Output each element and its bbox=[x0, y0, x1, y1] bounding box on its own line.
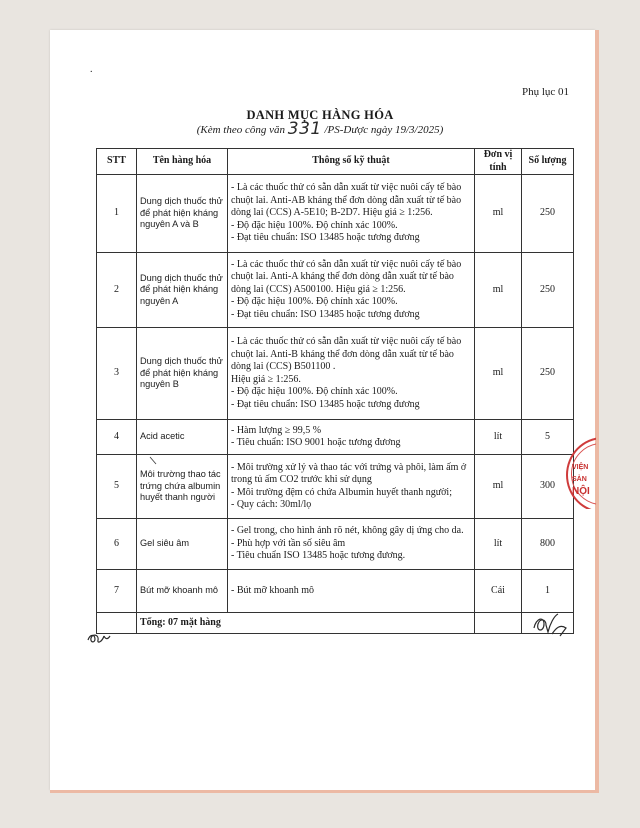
spec-line: - Hàm lượng ≥ 99,5 % bbox=[231, 424, 322, 436]
table-row bbox=[97, 455, 574, 519]
row-stt: 2 bbox=[97, 253, 137, 328]
spec-line: - Độ đặc hiệu 100%. Độ chính xác 100%. bbox=[231, 219, 398, 231]
stamp-text: NỘI bbox=[572, 486, 590, 497]
row-name: Dung dịch thuốc thử để phát hiện kháng nguyên B bbox=[137, 328, 228, 420]
appendix-label: Phụ lục 01 bbox=[522, 86, 570, 98]
row-qty: 1 bbox=[522, 570, 574, 613]
row-unit: ml bbox=[475, 328, 522, 420]
initials-signature-right bbox=[530, 610, 570, 638]
spec-line: - Bút mỡ khoanh mô bbox=[231, 584, 315, 596]
row-name: Dung dịch thuốc thử để phát hiện kháng nguyên A và B bbox=[137, 175, 228, 253]
row-qty: 800 bbox=[522, 519, 574, 570]
row-spec bbox=[228, 519, 475, 570]
row-qty: 250 bbox=[522, 328, 574, 420]
spec-line: - Tiêu chuẩn: ISO 9001 hoặc tương đương bbox=[231, 437, 401, 448]
row-qty: 300 bbox=[522, 455, 574, 519]
row-unit: ml bbox=[475, 455, 522, 519]
handwritten-doc-number: 331 bbox=[287, 119, 322, 139]
row-stt: 5 bbox=[97, 455, 137, 519]
row-qty: 250 bbox=[522, 175, 574, 253]
row-unit: ml bbox=[475, 253, 522, 328]
subtitle-prefix: (Kèm theo công văn bbox=[196, 124, 288, 136]
table-header-row bbox=[97, 149, 574, 175]
page-edge-bottom bbox=[50, 790, 599, 793]
row-stt: 6 bbox=[97, 519, 137, 570]
row-stt: 3 bbox=[97, 328, 137, 420]
row-spec bbox=[228, 420, 475, 455]
spec-line: - Là các thuốc thử có sẵn dẫn xuất từ việc nuôi cấy tế bào chuột lai. Anti-A kháng thể đơn dòng dẫn xuất từ tế bào dòng lai (CCS) A500100. Hiệu giá ≥ 1:256. bbox=[231, 258, 462, 295]
row-spec bbox=[228, 175, 475, 253]
row-name: Gel siêu âm bbox=[137, 519, 228, 570]
document-title: DANH MỤC HÀNG HÓA bbox=[246, 108, 394, 122]
table-row bbox=[97, 570, 574, 613]
row-spec bbox=[228, 328, 475, 420]
row-unit: lít bbox=[475, 519, 522, 570]
stamp-text: VIỆN bbox=[572, 464, 589, 471]
row-stt: 4 bbox=[97, 420, 137, 455]
header-name: Tên hàng hóa bbox=[137, 149, 228, 175]
total-row bbox=[97, 613, 574, 634]
spec-line: - Đạt tiêu chuẩn: ISO 13485 hoặc tương đương bbox=[231, 232, 420, 244]
row-stt: 1 bbox=[97, 175, 137, 253]
page-edge-right bbox=[595, 30, 599, 790]
table-row bbox=[97, 253, 574, 328]
speck: . bbox=[90, 64, 93, 75]
spec-line: - Môi trường đệm có chứa Albumin huyết thanh người; bbox=[231, 486, 452, 498]
spec-line: - Là các thuốc thử có sẵn dẫn xuất từ việc nuôi cấy tế bào chuột lai. Anti-B kháng thể đơn dòng dẫn xuất từ tế bào dòng lai (CCS) B501100 . bbox=[231, 336, 462, 372]
total-unit-cell bbox=[475, 613, 522, 634]
table-row bbox=[97, 328, 574, 420]
row-spec bbox=[228, 253, 475, 328]
spec-line: - Gel trong, cho hình ảnh rõ nét, không gây dị ứng cho da. bbox=[231, 525, 464, 537]
row-name: Acid acetic bbox=[137, 420, 228, 455]
stamp-text: SẢN bbox=[572, 476, 587, 483]
spec-line: - Tiêu chuẩn ISO 13485 hoặc tương đương. bbox=[231, 550, 406, 562]
total-label: Tổng: 07 mặt hàng bbox=[137, 613, 475, 634]
header-spec: Thông số kỹ thuật bbox=[228, 149, 475, 175]
row-spec bbox=[228, 455, 475, 519]
header-unit: Đơn vị tính bbox=[475, 149, 522, 175]
row-qty: 5 bbox=[522, 420, 574, 455]
header-stt: STT bbox=[97, 149, 137, 175]
initials-signature-left bbox=[86, 630, 112, 646]
row-unit: lít bbox=[475, 420, 522, 455]
table-row bbox=[97, 519, 574, 570]
pen-mark bbox=[148, 456, 160, 466]
row-unit: ml bbox=[475, 175, 522, 253]
table-row bbox=[97, 175, 574, 253]
table-row bbox=[97, 420, 574, 455]
document-subtitle bbox=[0, 118, 640, 138]
row-name: Dung dịch thuốc thử để phát hiện kháng nguyên A bbox=[137, 253, 228, 328]
red-seal-stamp bbox=[566, 437, 596, 509]
spec-line: - Đạt tiêu chuẩn: ISO 13485 hoặc tương đương bbox=[231, 398, 420, 410]
row-stt: 7 bbox=[97, 570, 137, 613]
spec-line: - Quy cách: 30ml/lọ bbox=[231, 499, 312, 510]
row-name: Môi trường thao tác trứng chứa albumin huyết thanh người bbox=[137, 455, 228, 519]
spec-line: - Phù hợp với tần số siêu âm bbox=[231, 537, 346, 549]
row-spec bbox=[228, 570, 475, 613]
spec-line: Hiệu giá ≥ 1:256. bbox=[231, 373, 301, 385]
row-qty: 250 bbox=[522, 253, 574, 328]
header-qty: Số lượng bbox=[522, 149, 574, 175]
spec-line: - Đạt tiêu chuẩn: ISO 13485 hoặc tương đương bbox=[231, 308, 420, 320]
goods-table bbox=[96, 148, 574, 634]
spec-line: - Độ đặc hiệu 100%. Độ chính xác 100%. bbox=[231, 296, 398, 308]
spec-line: - Là các thuốc thử có sẵn dẫn xuất từ việc nuôi cấy tế bào chuột lai. Anti-AB kháng thể đơn dòng dẫn xuất từ tế bào dòng lai (CCS) A-5E10; B-2D7. Hiệu giá ≥ 1:256. bbox=[231, 182, 462, 219]
row-unit: Cái bbox=[475, 570, 522, 613]
spec-line: - Độ đặc hiệu 100%. Độ chính xác 100%. bbox=[231, 386, 398, 397]
row-name: Bút mỡ khoanh mô bbox=[137, 570, 228, 613]
spec-line: - Môi trường xử lý và thao tác với trứng và phôi, làm ấm ở trong tủ ấm CO2 trước khi sử dụng bbox=[231, 461, 467, 485]
subtitle-suffix: /PS-Dược ngày 19/3/2025) bbox=[321, 124, 444, 136]
